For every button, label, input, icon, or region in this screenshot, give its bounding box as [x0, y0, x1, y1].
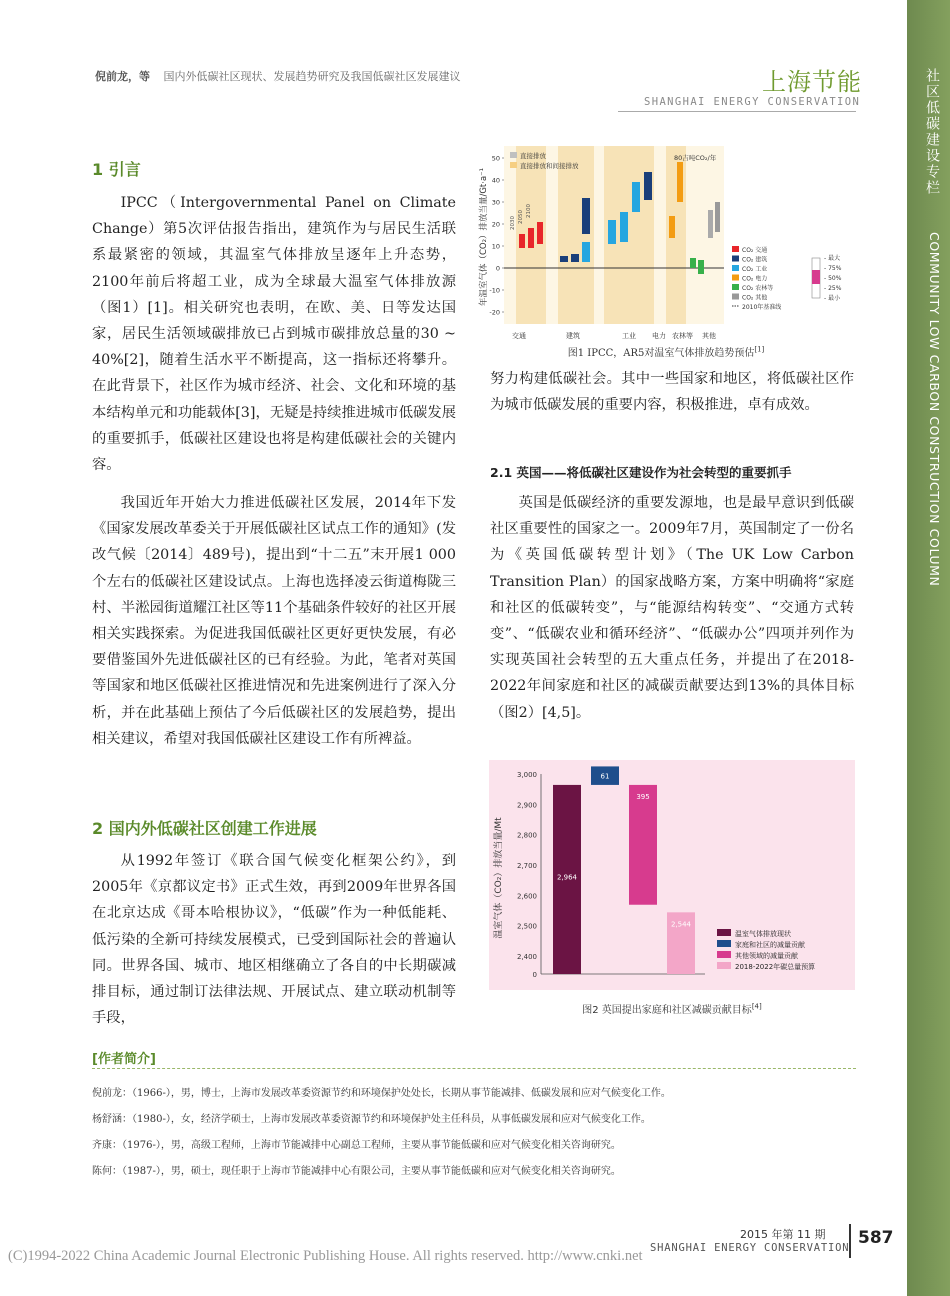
fig1-legend-label: CO₂ 电力 — [742, 275, 768, 283]
fig1-x-buildings: 建筑 — [566, 332, 580, 340]
s1-p1-text: IPCC（Intergovernmental Panel on Climate Change）第5次评估报告指出，建筑作为与居民生活联系最紧密的领域，其温室气体排放呈逐年上升态势，2100年前后将超工业，成为全球最大温室气体排放源（图1）[1]。相关研究也表明，在欧、美、日等发达国家，居民生活领域碳排放已占到城市碳排放总量的30 ~ 40%[2]，随着生活水平不断提高，这一指标还将攀升。在此背景下，社区作为城市经济、社会、文化和环境的基本结构单元和功能载体[3]，无疑是持续推进城市低碳发展的重要抓手，低碳社区建设也将是构建低碳社会的关键内容。 — [92, 195, 456, 474]
fig1-legend-iqr — [812, 270, 820, 284]
fig2-y-label: 温室气体（CO₂）排放当量/Mt — [494, 817, 504, 939]
fig2-legend-label: 其他领域的减量贡献 — [735, 952, 798, 960]
fig2-label-other: 395 — [636, 792, 650, 801]
fig2-legend — [717, 929, 815, 971]
fig2-caption-text: 图2 英国提出家庭和社区减碳贡献目标 — [582, 1005, 752, 1016]
footer-issue: 2015 年第 11 期 — [740, 1228, 826, 1241]
s2-p1-cont-text: 努力构建低碳社会。其中一些国家和地区，将低碳社区作为城市低碳发展的重要内容，积极推进，卓有成效。 — [490, 371, 854, 414]
fig2-legend-swatch — [717, 951, 731, 958]
fig1-bar-buildings-2050 — [571, 254, 579, 262]
fig1-caption-ref: [1] — [754, 345, 765, 354]
fig1-legend-label: CO₂ 建筑 — [742, 256, 768, 264]
fig2-ytick-label: 2,800 — [516, 831, 537, 840]
section-2-paragraph-1-cont — [490, 366, 854, 418]
fig1-legend-swatch — [732, 256, 739, 262]
fig2-bars — [553, 766, 695, 974]
fig1-bar-industry-2100 — [632, 182, 640, 212]
section-2-paragraph-1 — [92, 848, 456, 1031]
fig2-label-household: 61 — [600, 772, 610, 781]
fig1-bar-transport-2030 — [519, 234, 525, 248]
author-bio-title: [作者简介] — [92, 1052, 156, 1067]
fig1-annotation: 80吉吨CO₂/年 — [674, 154, 717, 162]
s2-p1-text: 从1992年签订《联合国气候变化框架公约》，到2005年《京都议定书》正式生效，再到2009年世界各国在北京达成《哥本哈根协议》，“低碳”作为一种低能耗、低污染的全新可持续发展模式，已受到国际社会的普遍认同。世界各国、城市、地区相继确立了各自的中长期碳减排目标，通过制订法律法规、开展试点、建立联动机制等手段， — [92, 853, 456, 1027]
fig1-ytick-label: 50 — [491, 154, 500, 163]
fig1-legend-swatch — [732, 265, 739, 271]
author-bio-4: 陈何：（1987-），男，硕士，现任职于上海市节能减排中心有限公司，主要从事节能低碳和应对气候变化相关咨询研究。 — [92, 1166, 621, 1177]
fig1-ytick-label: -20 — [489, 308, 500, 317]
fig1-legend-stat: - 25% — [824, 285, 842, 292]
fig1-legend-direct-swatch — [510, 152, 517, 158]
fig1-bar-buildings-2100 — [582, 242, 590, 262]
fig1-legend-label: CO₂ 其他 — [742, 294, 768, 302]
fig2-ytick-zero: 0 — [532, 971, 537, 979]
section-1-paragraph-1 — [92, 190, 456, 478]
fig2-ytick-label: 2,500 — [516, 922, 537, 931]
fig2-ytick-label: 3,000 — [516, 771, 537, 779]
fig2-legend-label: 温室气体排放现状 — [735, 930, 791, 938]
fig1-ytick-label: 0 — [495, 264, 500, 273]
fig2-label-current: 2,964 — [556, 873, 578, 882]
fig1-y-ticks — [489, 155, 504, 317]
fig1-legend-stat: - 最大 — [824, 255, 841, 262]
sidebar-column-cn: 社区低碳建设专栏 — [924, 68, 940, 196]
copyright-notice: (C)1994-2022 China Academic Journal Electronic Publishing House. All rights reserved. http://www.cnki.net — [8, 1248, 643, 1264]
fig1-year-2050: 2050 — [518, 210, 524, 224]
author-bio-2: 杨舒涵：（1980-），女，经济学硕士，上海市发展改革委资源节约和环境保护处主任科员，从事低碳发展和应对气候变化工作。 — [92, 1114, 651, 1125]
fig1-x-other: 其他 — [702, 332, 716, 340]
figure-1-chart — [476, 142, 856, 342]
fig1-legend-swatch — [732, 246, 739, 252]
section-2-1-title: 2.1 英国——将低碳社区建设作为社会转型的重要抓手 — [490, 465, 792, 480]
fig1-bar-other-2030 — [708, 210, 713, 238]
fig2-legend-swatch — [717, 962, 731, 969]
fig2-y-ticks — [517, 771, 537, 979]
fig1-bar-buildings-indirect — [582, 198, 590, 234]
running-header — [95, 68, 461, 84]
sidebar-column-en: COMMUNITY LOW CARBON CONSTRUCTION COLUMN — [927, 232, 942, 587]
fig2-legend-swatch — [717, 940, 731, 947]
author-bio-3: 齐康：（1976-），男，高级工程师，上海市节能减排中心副总工程师，主要从事节能低碳和应对气候变化相关咨询研究。 — [92, 1140, 621, 1151]
fig2-bar-other — [629, 785, 657, 905]
page-number: 587 — [858, 1228, 894, 1248]
fig2-legend-label: 2018-2022年碳总量预算 — [735, 963, 816, 971]
fig1-ytick-label: 10 — [491, 242, 500, 251]
author-bio-1: 倪前龙：（1966-），男，博士，上海市发展改革委资源节约和环境保护处处长，长期从事节能减排、低碳发展和应对气候变化工作。 — [92, 1088, 671, 1099]
fig2-ytick-label: 2,700 — [516, 862, 537, 870]
fig1-ytick-label: -10 — [489, 286, 500, 295]
section-2-title: 2 国内外低碳社区创建工作进展 — [92, 819, 317, 838]
fig1-legend-label: 2010年基准线 — [742, 304, 782, 311]
fig1-ytick-label: 20 — [491, 220, 500, 229]
fig1-x-industry: 工业 — [622, 332, 636, 340]
fig1-year-2030: 2030 — [510, 216, 516, 230]
fig1-bar-afolu-2030 — [690, 258, 696, 268]
fig2-ytick-label: 2,600 — [516, 892, 537, 901]
journal-logo-en: SHANGHAI ENERGY CONSERVATION — [644, 96, 861, 108]
fig1-legend-stat: - 50% — [824, 275, 842, 282]
fig1-legend-indirect-swatch — [510, 162, 517, 168]
fig1-legend-stats — [812, 254, 842, 302]
header-rule — [618, 111, 856, 112]
fig2-legend-label: 家庭和社区的减量贡献 — [735, 941, 805, 949]
fig1-caption-text: 图1 IPCC，AR5对温室气体排放趋势预估 — [567, 348, 755, 359]
fig1-legend-stat: - 最小 — [824, 295, 841, 302]
fig1-legend-swatch — [732, 294, 739, 300]
fig2-ytick-label: 2,400 — [516, 953, 537, 961]
fig1-x-transport: 交通 — [512, 332, 526, 340]
fig1-legend-sources — [732, 246, 781, 311]
s21-p1-text: 英国是低碳经济的重要发源地，也是最早意识到低碳社区重要性的国家之一。2009年7月，英国制定了一份名为《英国低碳转型计划》（The UK Low Carbon Transition Plan）的国家战略方案，方案中明确将“家庭和社区的低碳转变”，与“能源结构转变”、“交通方式转变”、“低碳农业和循环经济”、“低碳办公”四项并列作为实现英国社会转型的五大重点任务，并提出了在2018-2022年间家庭和社区的减碳贡献要达到13%的具体目标（图2）[4,5]。 — [490, 495, 854, 721]
fig1-legend-label: CO₂ 交通 — [742, 247, 768, 254]
fig1-bar-power-2100 — [677, 162, 683, 202]
fig1-bar-buildings-2030 — [560, 256, 568, 262]
s1-p2-text: 我国近年开始大力推进低碳社区发展，2014年下发《国家发展改革委关于开展低碳社区试点工作的通知》(发改气候〔2014〕489号)，提出到“十二五”末开展1 000个左右的低碳社区建设试点。上海也选择凌云街道梅陇三村、半淞园街道耀江社区等11个基础条件较好的社区开展相关实践探索。为促进我国低碳社区更好更快发展，有必要借鉴国外先进低碳社区的已有经验。为此，笔者对英国等国家和地区低碳社区推进情况和先进案例进行了深入分析，并在此基础上预估了今后低碳社区的发展趋势，提出相关建议，希望对我国低碳社区建设工作有所裨益。 — [92, 495, 456, 747]
fig1-bar-afolu-2100 — [698, 260, 704, 274]
fig1-legend-swatch — [732, 284, 739, 290]
fig2-legend-swatch — [717, 929, 731, 936]
fig2-ytick-label: 2,900 — [516, 801, 537, 810]
fig1-x-afolu: 农林等 — [672, 332, 693, 340]
section-2-1-paragraph-1 — [490, 490, 854, 726]
fig1-year-2100: 2100 — [526, 204, 532, 218]
figure-2-chart — [489, 760, 855, 990]
fig1-legend-stat: - 75% — [824, 265, 842, 272]
fig1-legend-indirect: 直接排放和间接排放 — [520, 162, 579, 170]
header-running-title: 国内外低碳社区现状、发展趋势研究及我国低碳社区发展建议 — [163, 70, 461, 83]
fig1-band-buildings — [558, 146, 594, 324]
author-bio-rule — [92, 1068, 856, 1069]
figure-2-caption — [489, 1001, 855, 1016]
fig1-legend-label: CO₂ 农林等 — [742, 285, 774, 292]
fig1-x-power: 电力 — [652, 332, 666, 340]
fig1-bar-industry-indirect — [644, 172, 652, 200]
fig2-label-budget: 2,544 — [670, 920, 692, 929]
fig1-legend-label: CO₂ 工业 — [742, 266, 768, 273]
fig1-bar-transport-2100 — [537, 222, 543, 244]
fig1-ytick-label: 30 — [491, 198, 500, 207]
journal-logo-cn: 上海节能 — [762, 68, 862, 96]
fig1-bar-industry-2030 — [608, 220, 616, 244]
fig2-caption-ref: [4] — [751, 1002, 762, 1011]
fig1-bar-transport-2050 — [528, 228, 534, 248]
figure-1-caption — [476, 344, 856, 359]
fig1-bar-power-2030 — [669, 216, 675, 238]
fig1-legend-swatch — [732, 275, 739, 281]
fig1-y-label: 年温室气体（CO₂）排放当量/Gt·a⁻¹ — [479, 167, 489, 307]
header-authors: 倪前龙，等 — [95, 70, 150, 83]
footer-journal-en: SHANGHAI ENERGY CONSERVATION — [650, 1242, 850, 1254]
section-1-paragraph-2 — [92, 490, 456, 752]
fig1-legend-direct: 直接排放 — [520, 152, 546, 160]
fig1-bar-other-2100 — [715, 202, 720, 232]
fig1-bar-industry-2050 — [620, 212, 628, 242]
fig1-ytick-label: 40 — [491, 176, 500, 185]
section-1-title: 1 引言 — [92, 160, 141, 179]
